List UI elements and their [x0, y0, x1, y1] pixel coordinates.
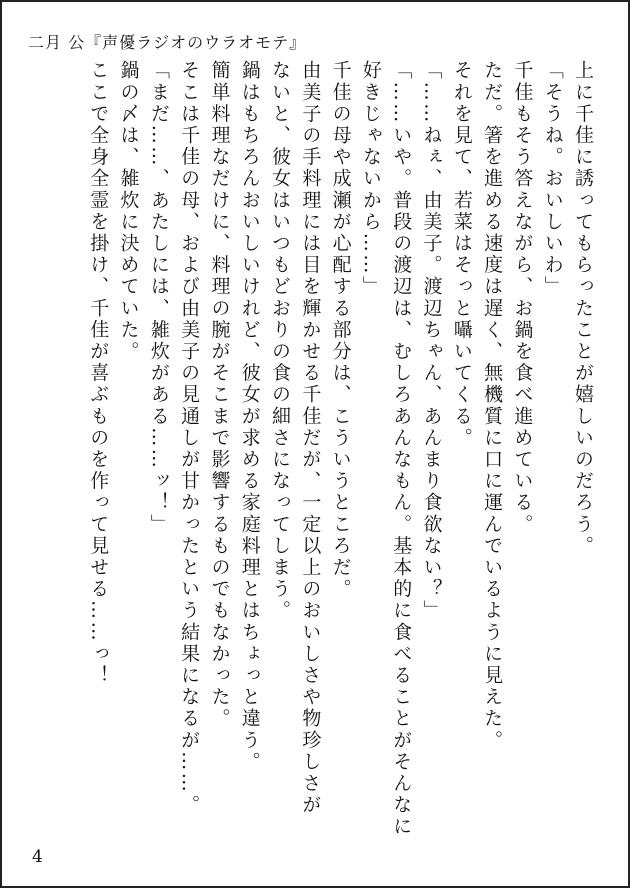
body-text: [50, 60, 598, 840]
text-line: 千佳の母や成瀬が心配する部分は、こういうところだ。: [329, 60, 352, 600]
text-line: それを見て、若菜はそっと囁いてくる。: [450, 60, 473, 449]
text-line: 好きじゃないから……」: [359, 60, 382, 298]
text-line: 上に千佳に誘ってもらったことが嬉しいのだろう。: [572, 60, 594, 557]
text-line: 鍋はもちろんおいしいけれど、彼女が求める家庭料理とはちょっと違う。: [238, 60, 261, 773]
text-line: 「まだ……、あたしには、雑炊がある……ッ！」: [147, 60, 170, 536]
text-line: ただ。箸を進める速度は遅く、無機質に口に運んでいるように見えた。: [481, 60, 504, 752]
running-header: 二月 公『声優ラジオのウラオモテ』: [28, 33, 307, 52]
text-line: ないと、彼女はいつもどおりの食の細さになってしまう。: [269, 60, 292, 622]
text-line: 「……ねぇ、由美子。渡辺ちゃん、あんまり食欲ない？」: [420, 60, 443, 622]
text-line: 千佳もそう答えながら、お鍋を食べ進めている。: [511, 60, 534, 536]
text-line: 簡単料理なだけに、料理の腕がそこまで影響するものでもなかった。: [208, 60, 231, 730]
text-line: そこは千佳の母、および由美子の見通しが甘かったという結果になるが……。: [178, 60, 201, 816]
text-line: 「……いや。普段の渡辺は、むしろあんなもん。基本的に食べることがそんなに: [390, 60, 413, 838]
text-line: ここで全身全霊を掛け、千佳が喜ぶものを作って見せる……っ！: [87, 60, 110, 687]
text-line: 由美子の手料理には目を輝かせる千佳だが、一定以上のおいしさや物珍しさが: [299, 60, 322, 816]
text-line: 「そうね。おいしいわ」: [541, 60, 564, 298]
text-line: 鍋の〆は、雑炊に決めていた。: [117, 60, 140, 363]
page-number: 4: [32, 847, 43, 867]
